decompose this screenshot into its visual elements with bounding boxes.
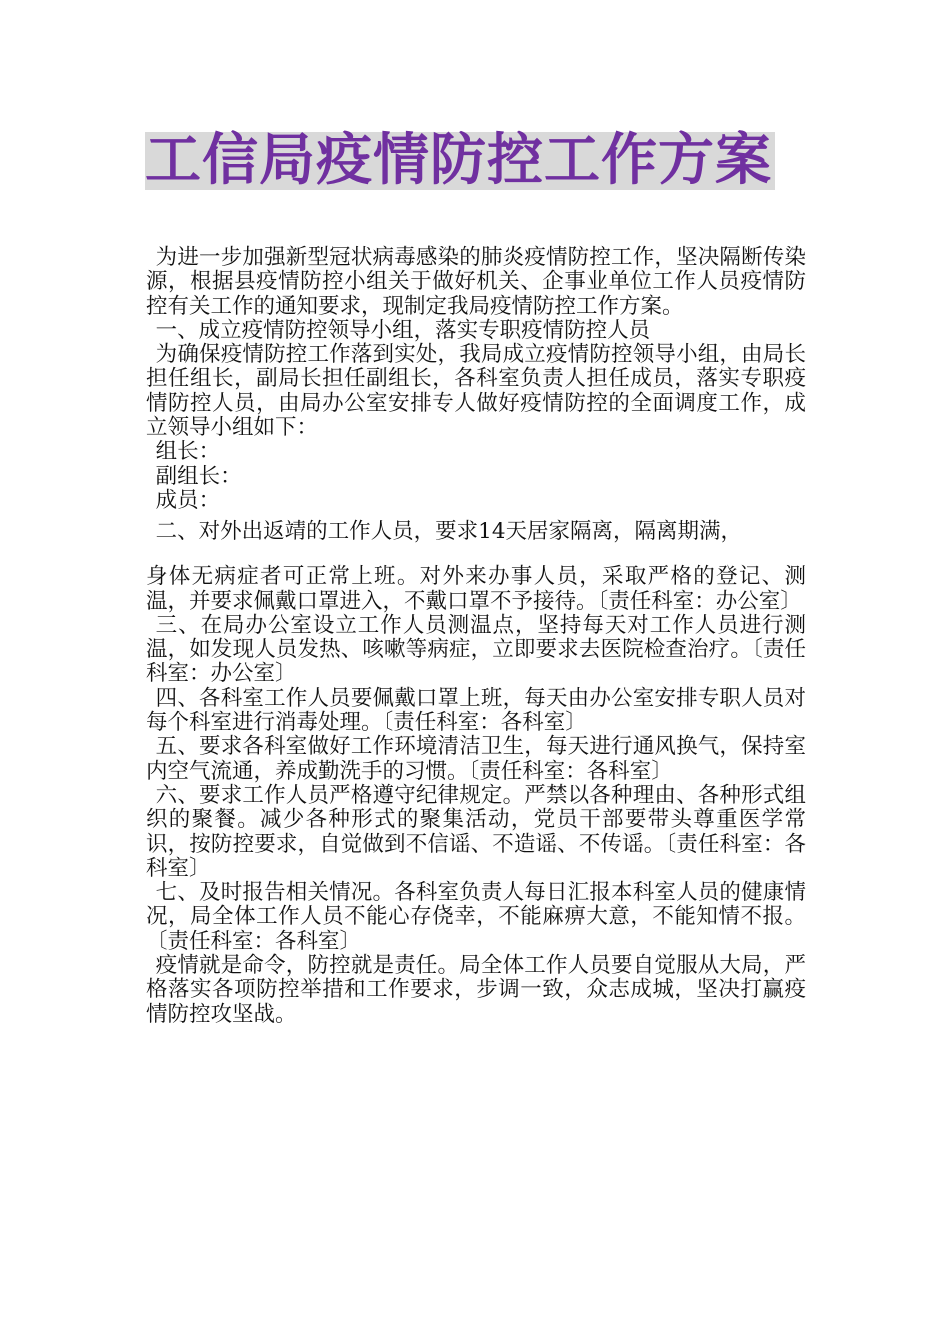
leader-line: 组长：	[155, 439, 221, 465]
section-2-first-line: 二、对外出返靖的工作人员，要求14天居家隔离，隔离期满，	[155, 519, 743, 545]
deputy-leader-line: 副组长：	[155, 463, 242, 489]
intro-paragraph: 为进一步加强新型冠状病毒感染的肺炎疫情防控工作，坚决隔断传染源，根据县疫情防控小组关于做好机关、企事业单位工作人员疫情防控有关工作的通知要求，现制定我局疫情防控工作方案。	[146, 245, 806, 319]
document-body	[146, 246, 806, 1027]
section-6-paragraph: 六、要求工作人员严格遵守纪律规定。严禁以各种理由、各种形式组织的聚餐。减少各种形式的聚集活动，党员干部要带头尊重医学常识，按防控要求，自觉做到不信谣、不造谣、不传谣。〔责任科室：各科室〕	[146, 782, 806, 881]
section-4-paragraph: 四、各科室工作人员要佩戴口罩上班，每天由办公室安排专职人员对每个科室进行消毒处理。〔责任科室：各科室〕	[146, 685, 806, 736]
section-7-paragraph: 七、及时报告相关情况。各科室负责人每日汇报本科室人员的健康情况，局全体工作人员不能心存侥幸，不能麻痹大意，不能知情不报。〔责任科室：各科室〕	[146, 880, 806, 954]
section-2-paragraph: 身体无病症者可正常上班。对外来办事人员，采取严格的登记、测温，并要求佩戴口罩进入，不戴口罩不予接待。〔责任科室：办公室〕	[146, 564, 806, 614]
section-5-paragraph: 五、要求各科室做好工作环境清洁卫生，每天进行通风换气，保持室内空气流通，养成勤洗手的习惯。〔责任科室：各科室〕	[146, 734, 806, 784]
title-highlight	[145, 128, 775, 193]
section-1-paragraph: 为确保疫情防控工作落到实处，我局成立疫情防控领导小组，由局长担任组长，副局长担任副组长，各科室负责人担任成员，落实专职疫情防控人员，由局办公室安排专人做好疫情防控的全面调度工作，成立领导小组如下：	[146, 342, 806, 441]
spacer	[146, 551, 806, 565]
closing-paragraph: 疫情就是命令，防控就是责任。局全体工作人员要自觉服从大局，严格落实各项防控举措和工作要求，步调一致，众志成城，坚决打赢疫情防控攻坚战。	[146, 953, 806, 1027]
section-3-paragraph: 三、在局办公室设立工作人员测温点，坚持每天对工作人员进行测温，如发现人员发热、咳嗽等病症，立即要求去医院检查治疗。〔责任科室：办公室〕	[146, 612, 806, 687]
page-title: 工信局疫情防控工作方案	[145, 128, 772, 193]
members-line: 成员：	[155, 487, 221, 513]
section-heading-1: 一、成立疫情防控领导小组，落实专职疫情防控人员	[155, 317, 651, 343]
